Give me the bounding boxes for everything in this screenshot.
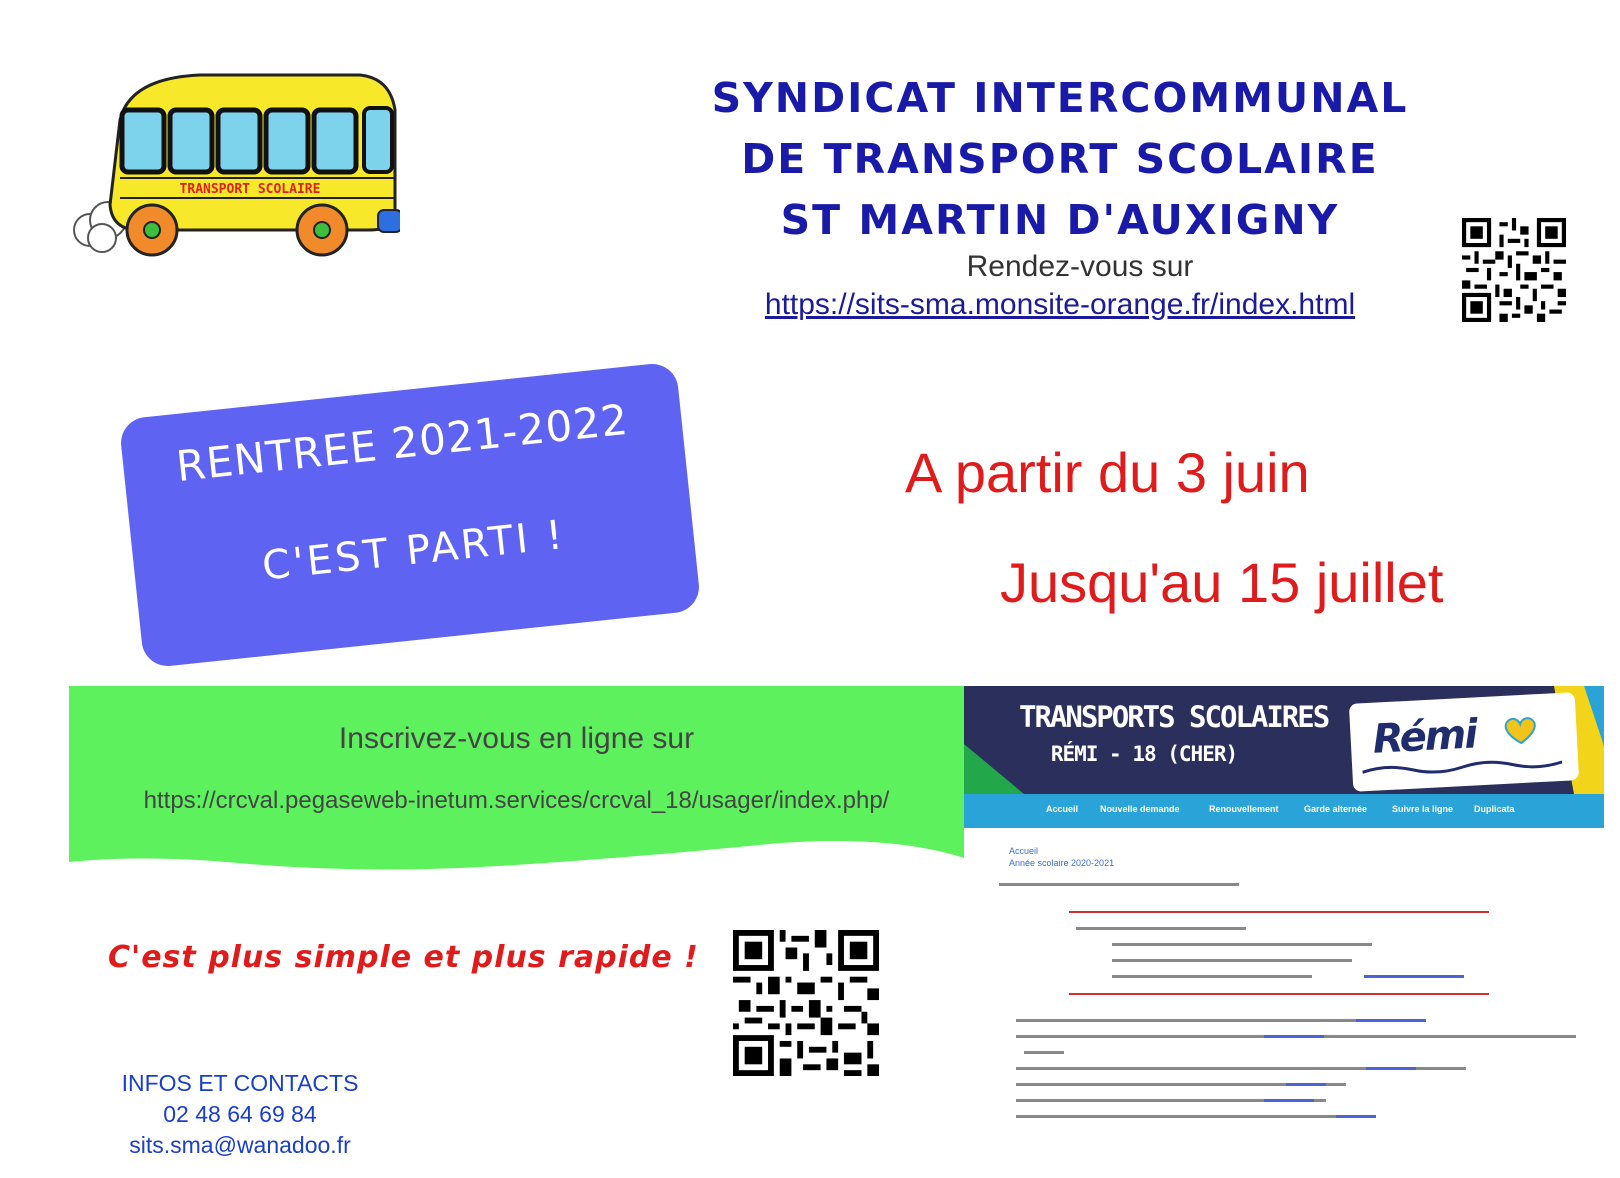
portal-nav-item[interactable]: Garde alternée [1304, 804, 1368, 814]
organization-title-line: DE TRANSPORT SCOLAIRE [741, 135, 1379, 183]
portal-nav-item[interactable]: Renouvellement [1209, 804, 1279, 814]
portal-breadcrumb[interactable]: Accueil [1009, 846, 1039, 856]
remi-logo: Rémi [1371, 711, 1478, 763]
portal-body-text [964, 881, 1604, 1131]
bus-window [364, 108, 392, 172]
contacts-heading: INFOS ET CONTACTS [121, 1070, 359, 1096]
portal-nav-item[interactable]: Duplicata [1474, 804, 1515, 814]
portal-school-year: Année scolaire 2020-2021 [1009, 858, 1115, 868]
bus-window [218, 110, 260, 172]
contacts-email[interactable]: sits.sma@wanadoo.fr [129, 1132, 351, 1158]
portal-nav-item[interactable]: Nouvelle demande [1100, 804, 1180, 814]
rentree-badge [118, 361, 701, 668]
badge-line-1: RENTREE 2021-2022 [173, 394, 631, 492]
end-date: Jusqu'au 15 juillet [1000, 551, 1444, 614]
bus-window [314, 110, 356, 172]
signup-banner [69, 686, 964, 876]
bus-illustration [60, 70, 400, 270]
badge-line-2: C'EST PARTI ! [259, 512, 568, 590]
website-link[interactable]: https://sits-sma.monsite-orange.fr/index.html [764, 288, 1356, 321]
contacts-phone: 02 48 64 69 84 [163, 1101, 317, 1127]
bus-bumper [378, 210, 400, 232]
portal-nav-item[interactable]: Accueil [1046, 804, 1079, 814]
bus-window [266, 110, 308, 172]
organization-title-line: SYNDICAT INTERCOMMUNAL [711, 74, 1409, 122]
portal-subtitle: RÉMI - 18 (CHER) [1050, 742, 1238, 766]
rdv-text: Rendez-vous sur [966, 250, 1194, 283]
start-date: A partir du 3 juin [905, 441, 1310, 504]
bus-label: TRANSPORT SCOLAIRE [179, 182, 321, 197]
portal-nav-item[interactable]: Suivre la ligne [1392, 804, 1454, 814]
bus-hubcap [144, 222, 160, 238]
contacts-block [100, 1068, 380, 1161]
remi-logo-card [1349, 692, 1579, 792]
signup-url[interactable]: https://crcval.pegaseweb-inetum.services/crcval_18/usager/index.php/ [143, 787, 890, 814]
portal-header [964, 686, 1604, 794]
bus-window [170, 110, 212, 172]
signup-text: Inscrivez-vous en ligne sur [338, 722, 695, 755]
organization-title-line: ST MARTIN D'AUXIGNY [780, 196, 1340, 244]
qr-code-icon [1462, 218, 1566, 322]
bus-hubcap [314, 222, 330, 238]
exhaust-cloud [88, 224, 116, 252]
organization-title [700, 68, 1420, 251]
portal-title: TRANSPORTS SCOLAIRES [1019, 700, 1329, 734]
portal-screenshot [964, 686, 1604, 1131]
heart-icon [1500, 714, 1542, 746]
portal-nav [964, 794, 1604, 828]
qr-code-icon [733, 930, 879, 1076]
bus-window [122, 110, 164, 172]
slogan: C'est plus simple et plus rapide ! [108, 940, 699, 975]
